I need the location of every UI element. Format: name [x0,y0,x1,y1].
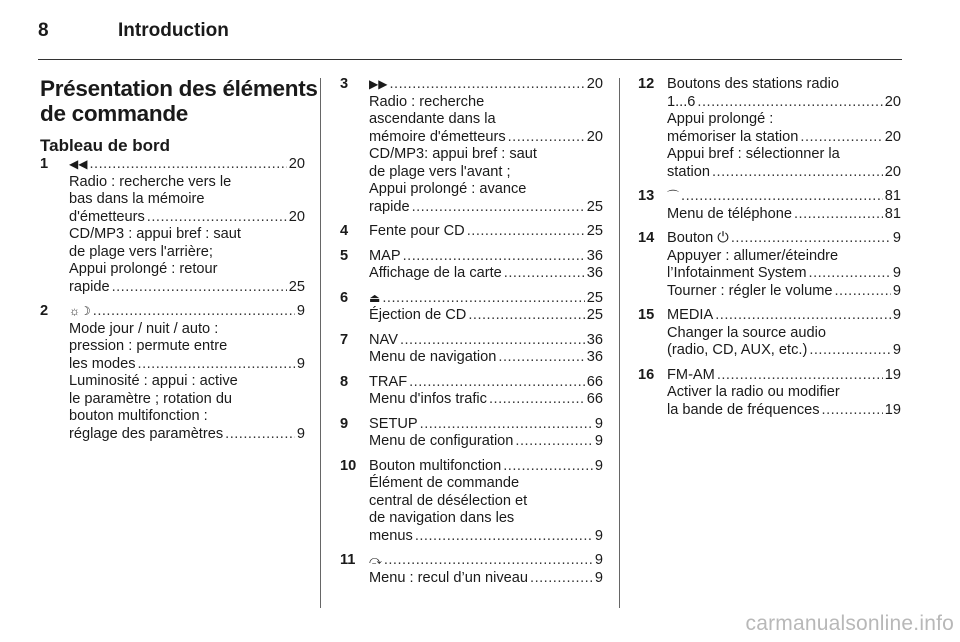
column-3 [638,76,901,426]
entry-9: 9 SETUP ..... 9 Menu de configuration ..... 9 [340,416,603,451]
entry-16: 16 FM-AM ..... 19 Activer la radio ou modifier la bande de fréquences ..... 19 [638,367,901,420]
entry-number: 5 [340,247,349,264]
entry-14: 14 Bouton ⏻ ..... 9 Appuyer : allumer/éteindre l’Infotainment System ..... 9 Tourner : régler le volume ..... 9 [638,230,901,300]
entry-number: 9 [340,415,349,432]
entry-15: 15 MEDIA ..... 9 Changer la source audio (radio, CD, AUX, etc.) ..... 9 [638,307,901,360]
seek-back-icon: ◀◀ [69,157,88,171]
entry-number: 16 [638,366,655,383]
entry-4: 4 Fente pour CD ..... 25 [340,223,603,241]
page-title: Introduction [118,20,229,41]
column-divider-2 [619,78,620,608]
header-rule [38,59,902,60]
entry-11: 11 ⤼ ..... 9 Menu : recul d’un niveau ..... 9 [340,552,603,587]
section-subtitle: Tableau de bord [40,136,171,155]
watermark-text: carmanualsonline.info [745,612,954,635]
entry-5: 5 MAP ..... 36 Affichage de la carte ..... 36 [340,248,603,283]
entry-12: 12 Boutons des stations radio 1...6 ..... 20 Appui prolongé : mémoriser la station ..... 20 Appui bref : sélectionner la station ..... 20 [638,76,901,181]
entry-number: 14 [638,230,655,246]
seek-forward-icon: ▶▶ [369,77,388,91]
eject-icon: ⏏ [369,290,381,305]
column-1 [40,76,318,450]
entry-number: 2 [40,303,49,319]
entry-number: 8 [340,373,349,390]
entry-3: 3 ▶▶ ..... 20 Radio : recherche ascendante dans la mémoire d'émetteurs ..... 20 CD/MP3: appui bref : saut de plage vers l'avant ; Appui prolongé : avance rapide ..... 25 [340,76,603,216]
entry-number: 15 [638,307,655,323]
power-button-label: Bouton ⏻ [667,230,729,246]
entry-number: 11 [340,552,356,568]
entry-13: 13 ⌒ ..... 81 Menu de téléphone ..... 81 [638,188,901,223]
entry-number: 13 [638,188,655,204]
entry-number: 12 [638,76,655,92]
entry-10: 10 Bouton multifonction ..... 9 Élément de commande central de désélection et de navigation dans les menus ..... 9 [340,458,603,546]
entry-number: 10 [340,457,357,474]
entry-number: 4 [340,223,349,239]
column-2 [340,76,603,594]
phone-icon: ⌒ [667,189,680,203]
section-title: Présentation des éléments de commande [40,76,318,126]
entry-number: 6 [340,289,349,306]
entry-number: 3 [340,76,349,92]
column-divider-1 [320,78,321,608]
entry-number: 1 [40,156,49,172]
entry-6: 6 ⏏ ..... 25 Éjection de CD ..... 25 [340,290,603,325]
entry-1: 1 ◀◀ ..... 20 Radio : recherche vers le bas dans la mémoire d'émetteurs ..... 20 CD/MP3 : appui bref : saut de plage vers l'arrière; Appui prolongé : retour rapide ..... 25 [40,156,305,296]
day-night-icon: ☼☽ [69,304,91,318]
page-number: 8 [38,20,49,41]
back-arrow-icon: ⤼ [369,553,382,567]
entry-2: 2 ☼☽ ..... 9 Mode jour / nuit / auto : pression : permute entre les modes ..... 9 Luminosité : appui : active le paramètre ; rotation du bouton multifonction : réglage des paramètres ..... 9 [40,303,305,443]
entry-7: 7 NAV ..... 36 Menu de navigation ..... 36 [340,332,603,367]
entry-8: 8 TRAF ..... 66 Menu d'infos trafic ..... 66 [340,374,603,409]
entry-number: 7 [340,331,349,348]
